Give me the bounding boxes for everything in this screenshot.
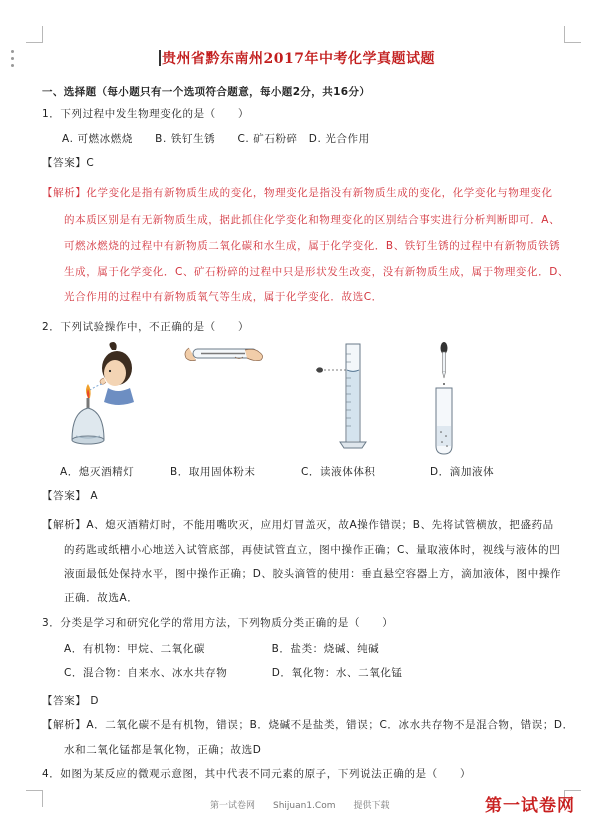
page-footer: 第一试卷网 Shijuan1.Com 提供下载 — [210, 801, 390, 811]
section-heading: 一、选择题（每小题只有一个选项符合题意，每小题2分，共16分） — [42, 86, 371, 98]
q2-analysis-line: 的药匙或纸槽小心地送入试管底部，再使试管直立，图中操作正确；C、量取液体时，视线与液体的凹 — [64, 544, 561, 556]
q1-analysis-line: 可燃冰燃烧的过程中有新物质二氧化碳和水生成，属于化学变化．B、铁钉生锈的过程中有新物质铁锈 — [64, 240, 561, 252]
test-tube-powder-illustration — [175, 336, 275, 376]
corner-mark-bottom-left — [26, 790, 43, 807]
q1-answer: 【答案】C — [42, 157, 95, 169]
graduated-cylinder-illustration — [310, 340, 380, 455]
document-title[interactable]: 贵州省黔东南州2017年中考化学真题试题 — [162, 51, 435, 67]
dropper-illustration — [425, 340, 465, 458]
q1-options: A. 可燃冰燃烧 B. 铁钉生锈 C. 矿石粉碎 D. 光合作用 — [62, 133, 370, 145]
corner-mark-top-left — [26, 26, 43, 43]
q2-analysis-line: 液面最低处保持水平，图中操作正确；D、胶头滴管的使用：垂直悬空容器上方，滴加液体，图中操作 — [64, 568, 562, 580]
corner-mark-top-right — [564, 26, 581, 43]
q2-analysis-line: 正确．故选A． — [64, 592, 139, 604]
q2-stem: 2．下列试验操作中，不正确的是（ ） — [42, 321, 250, 333]
q2-caption-b: B．取用固体粉末 — [170, 466, 256, 478]
q4-stem: 4．如图为某反应的微观示意图，其中代表不同元素的原子，下列说法正确的是（ ） — [42, 768, 472, 780]
q3-options-row: A．有机物：甲烷、二氧化碳 B．盐类：烧碱、纯碱 — [64, 643, 380, 655]
q2-caption-a: A．熄灭酒精灯 — [60, 466, 135, 478]
text-cursor — [159, 50, 161, 66]
q1-analysis-line: 生成，属于化学变化．C、矿石粉碎的过程中只是形状发生改变，没有新物质生成，属于物理变化．D、 — [64, 266, 570, 278]
q1-analysis-line: 【解析】化学变化是指有新物质生成的变化，物理变化是指没有新物质生成的变化，化学变化与物理变化 — [42, 187, 553, 199]
q3-answer: 【答案】 D — [42, 695, 100, 707]
q1-analysis-line: 光合作用的过程中有新物质氧气等生成，属于化学变化．故选C． — [64, 291, 383, 303]
q3-stem: 3．分类是学习和研究化学的常用方法，下列物质分类正确的是（ ） — [42, 617, 394, 629]
q2-caption-c: C．读液体体积 — [301, 466, 376, 478]
brand-watermark: 第一试卷网 — [485, 796, 575, 816]
page-gutter-dots — [11, 50, 15, 71]
alcohol-lamp-illustration — [62, 340, 146, 455]
q1-analysis-line: 的本质区别是有无新物质生成，据此抓住化学变化和物理变化的区别结合事实进行分析判断即可．A、 — [64, 214, 561, 226]
q3-analysis-line: 水和二氧化锰都是氧化物，正确；故选D — [64, 744, 262, 756]
q3-analysis-line: 【解析】A．二氧化碳不是有机物，错误；B．烧碱不是盐类，错误；C．冰水共存物不是混合物，错误；D． — [42, 719, 574, 731]
q2-analysis-line: 【解析】A、熄灭酒精灯时，不能用嘴吹灭，应用灯冒盖灭，故A操作错误；B、先将试管横放，把盛药品 — [42, 519, 554, 531]
q3-options-row: C．混合物：自来水、冰水共存物 D．氧化物：水、二氧化锰 — [64, 667, 403, 679]
q2-answer: 【答案】 A — [42, 490, 99, 502]
q2-caption-d: D．滴加液体 — [430, 466, 495, 478]
q1-stem: 1．下列过程中发生物理变化的是（ ） — [42, 108, 250, 120]
